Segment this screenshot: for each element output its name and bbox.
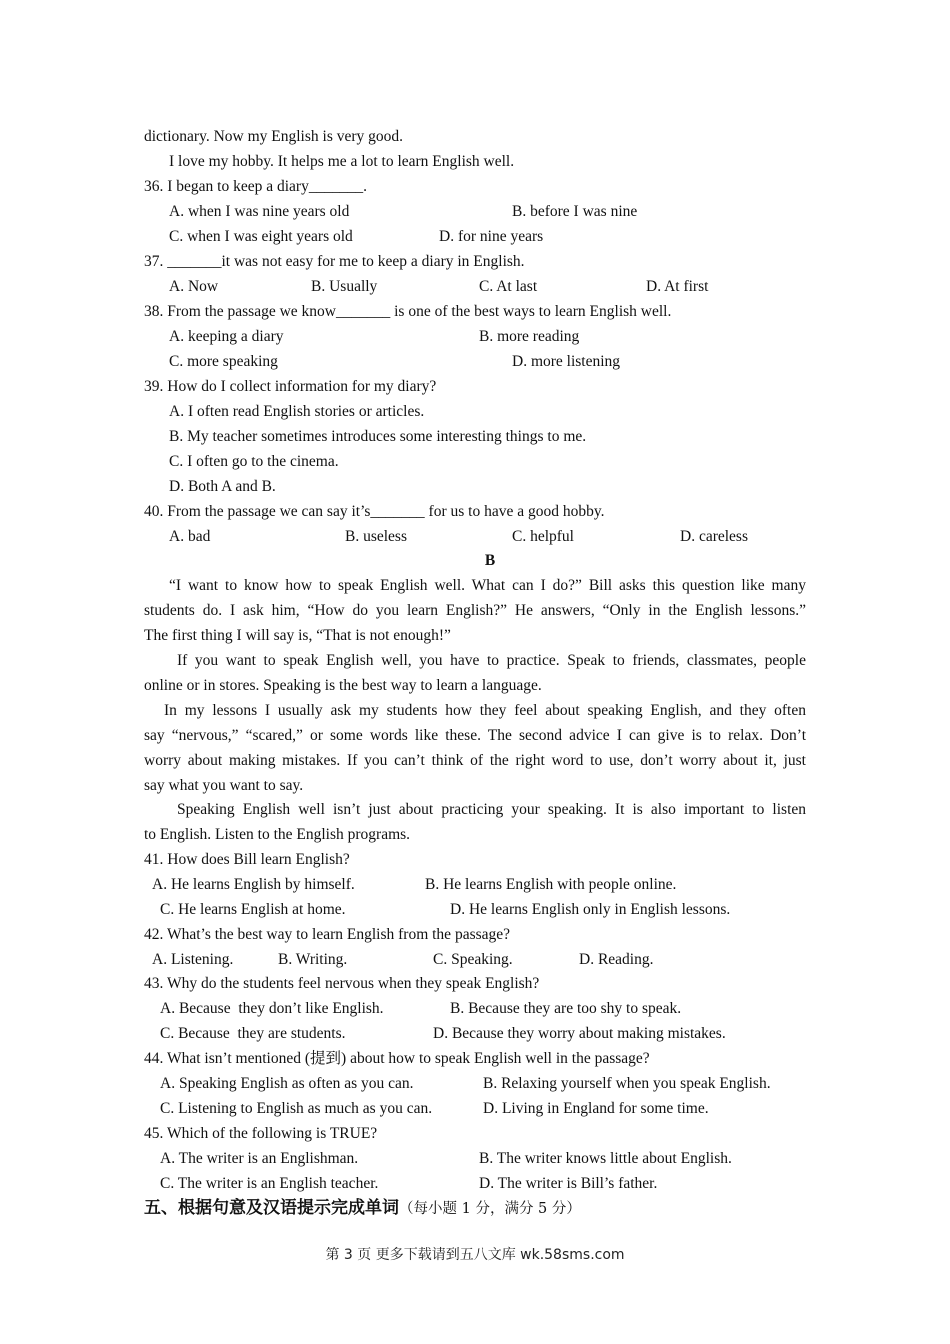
question-38-stem: 38. From the passage we know_______ is one of the best ways to learn English well. (144, 303, 672, 320)
question-42-option-d: D. Reading. (579, 951, 654, 968)
question-38-option-d: D. more listening (512, 353, 621, 370)
question-43-option-b: B. Because they are too shy to speak. (450, 1000, 682, 1017)
question-40-option-d: D. careless (680, 528, 748, 545)
question-37-option-c: C. At last (479, 278, 538, 295)
question-38-option-b: B. more reading (479, 328, 580, 345)
question-40-option-c: C. helpful (512, 528, 574, 545)
section-5-heading (144, 1197, 581, 1220)
question-42-option-c: C. Speaking. (433, 951, 513, 968)
question-45-option-a: A. The writer is an Englishman. (160, 1150, 359, 1167)
passage-b-line: The first thing I will say is, “That is not enough!” (144, 627, 451, 644)
passage-b-line: worry about making mistakes. If you can’t think of the right word to use, don’t worry about it, just (144, 752, 806, 769)
question-40-option-b: B. useless (345, 528, 407, 545)
question-42-stem: 42. What’s the best way to learn English from the passage? (144, 926, 511, 943)
passage-b-line: say what you want to say. (144, 777, 304, 794)
question-40-stem: 40. From the passage we can say it’s_______ for us to have a good hobby. (144, 503, 605, 520)
question-36-option-b: B. before I was nine (512, 203, 638, 220)
passage-a-line: I love my hobby. It helps me a lot to learn English well. (169, 153, 515, 170)
question-36-option-d: D. for nine years (439, 228, 544, 245)
question-43-option-a: A. Because they don’t like English. (160, 1000, 384, 1017)
question-41-option-d: D. He learns English only in English lessons. (450, 901, 731, 918)
question-42-option-a: A. Listening. (152, 951, 234, 968)
question-43-option-c: C. Because they are students. (160, 1025, 346, 1042)
passage-a-line: dictionary. Now my English is very good. (144, 128, 404, 145)
question-39-option-b: B. My teacher sometimes introduces some interesting things to me. (169, 428, 587, 445)
question-43-option-d: D. Because they worry about making mistakes. (433, 1025, 726, 1042)
section-b-heading: B (484, 552, 496, 569)
passage-b-line: “I want to know how to speak English well. What can I do?” Bill asks this question like many (169, 577, 806, 594)
question-45-option-b: B. The writer knows little about English. (479, 1150, 732, 1167)
question-44-option-b: B. Relaxing yourself when you speak English. (483, 1075, 771, 1092)
question-43-stem: 43. Why do the students feel nervous when they speak English? (144, 975, 540, 992)
question-39-option-c: C. I often go to the cinema. (169, 453, 339, 470)
question-39-option-a: A. I often read English stories or articles. (169, 403, 425, 420)
question-37-option-a: A. Now (169, 278, 219, 295)
question-45-option-c: C. The writer is an English teacher. (160, 1175, 379, 1192)
question-40-option-a: A. bad (169, 528, 211, 545)
question-36-option-c: C. when I was eight years old (169, 228, 353, 245)
question-41-option-c: C. He learns English at home. (160, 901, 346, 918)
question-44-stem: 44. What isn’t mentioned (提到) about how to speak English well in the passage? (144, 1050, 650, 1067)
question-45-stem: 45. Which of the following is TRUE? (144, 1125, 378, 1142)
question-44-option-a: A. Speaking English as often as you can. (160, 1075, 414, 1092)
passage-b-line: to English. Listen to the English programs. (144, 826, 411, 843)
section-5-title: 五、根据句意及汉语提示完成单词 (144, 1198, 399, 1218)
passage-b-line: Speaking English well isn’t just about practicing your speaking. It is also important to listen (177, 801, 806, 818)
question-39-stem: 39. How do I collect information for my diary? (144, 378, 437, 395)
question-38-option-a: A. keeping a diary (169, 328, 284, 345)
question-36-stem: 36. I began to keep a diary_______. (144, 178, 367, 195)
question-39-option-d: D. Both A and B. (169, 478, 276, 495)
section-5-note: （每小题 1 分，满分 5 分） (399, 1201, 581, 1217)
question-37-stem: 37. _______it was not easy for me to keep a diary in English. (144, 253, 525, 270)
passage-b-line: In my lessons I usually ask my students how they feel about speaking English, and they often (164, 702, 806, 719)
passage-b-line: students do. I ask him, “How do you learn English?” He answers, “Only in the English lessons.” (144, 602, 806, 619)
passage-b-line: If you want to speak English well, you have to practice. Speak to friends, classmates, people (177, 652, 806, 669)
question-44-option-d: D. Living in England for some time. (483, 1100, 709, 1117)
question-42-option-b: B. Writing. (278, 951, 348, 968)
passage-b-line: say “nervous,” “scared,” or some words like these. The second advice I can give is to relax. Don’t (144, 727, 806, 744)
question-45-option-d: D. The writer is Bill’s father. (479, 1175, 658, 1192)
question-41-stem: 41. How does Bill learn English? (144, 851, 350, 868)
question-44-option-c: C. Listening to English as much as you can. (160, 1100, 433, 1117)
page-footer: 第 3 页 更多下载请到五八文库 wk.58sms.com (325, 1247, 625, 1263)
passage-b-line: online or in stores. Speaking is the best way to learn a language. (144, 677, 542, 694)
question-36-option-a: A. when I was nine years old (169, 203, 350, 220)
question-41-option-a: A. He learns English by himself. (152, 876, 355, 893)
question-38-option-c: C. more speaking (169, 353, 278, 370)
question-41-option-b: B. He learns English with people online. (425, 876, 677, 893)
question-37-option-b: B. Usually (311, 278, 378, 295)
question-37-option-d: D. At first (646, 278, 709, 295)
